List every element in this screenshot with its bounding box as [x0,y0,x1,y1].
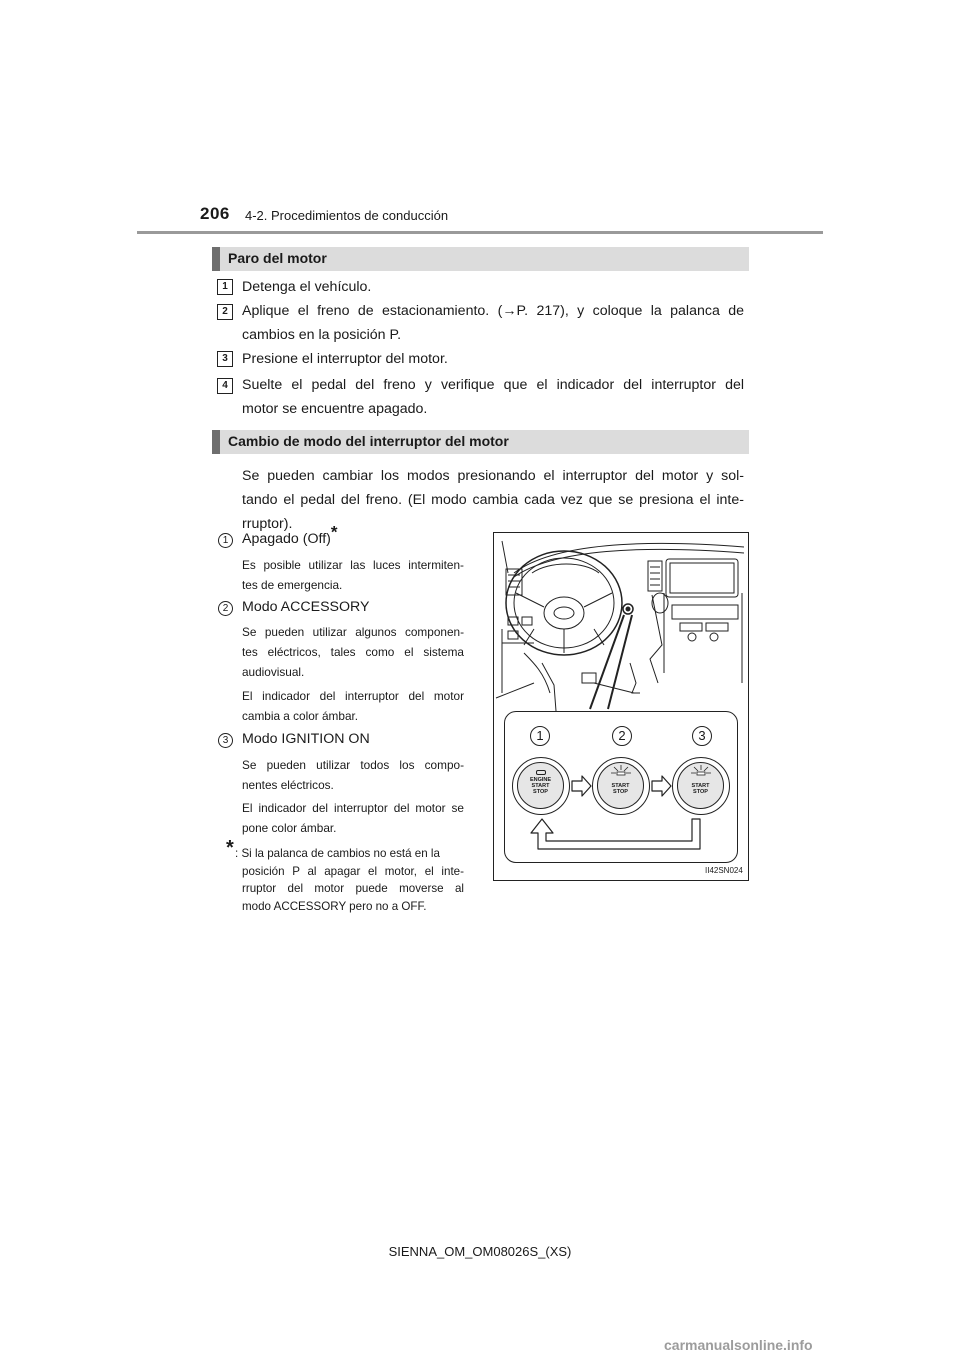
step-number: 3 [217,351,233,367]
page-number: 206 [200,204,230,223]
button-label-line: START [531,783,550,789]
dashboard-figure [493,532,749,881]
arrow-right-icon [652,776,671,796]
callout-number: 3 [692,726,712,746]
mode-number: 1 [218,533,233,548]
step-text [242,373,744,397]
footnote-first-line [226,837,464,863]
arrow-right-icon [572,776,591,796]
mode-number: 3 [218,733,233,748]
callout-number: 1 [530,726,550,746]
mode-title: Modo ACCESSORY [242,599,370,615]
button-label-line: STOP [533,789,548,795]
mode-cycle-arrows [494,533,748,880]
mode-desc [242,622,464,682]
step-line: cambios en la posición P. [242,327,402,343]
mode-desc [242,755,464,795]
para-line: Se pueden cambiar los modos presionando el interruptor del motor y sol- [242,468,744,484]
step-number: 1 [217,279,233,295]
step-line: Presione el interruptor del motor. [242,351,448,367]
watermark: carmanualsonline.info [664,1337,813,1353]
step-text [242,299,744,323]
mode-number: 2 [218,601,233,616]
button-label-line: START [691,783,710,789]
step-line: Suelte el pedal del freno y verifique que el indicador del interruptor del [242,377,744,393]
step-line: Aplique el freno de estacionamiento. (→P. 217), y coloque la palanca de [242,303,744,319]
desc-line: nentes eléctricos. [242,778,334,792]
desc-line: audiovisual. [242,665,305,679]
arrow-return-icon [531,819,700,849]
footnote-line: rruptor del motor puede moverse al [242,882,464,895]
button-label-line: STOP [693,789,708,795]
para-line: rruptor). [242,516,293,532]
footnote [226,837,464,915]
step-line: motor se encuentre apagado. [242,401,428,417]
button-label-line: START [611,783,630,789]
desc-line: El indicador del interruptor del motor se [242,801,464,815]
callout-number: 2 [612,726,632,746]
button-label-line: ENGINE [529,777,552,783]
desc-line: tes eléctricos, tales como el sistema [242,645,464,659]
footer-doc-id: SIENNA_OM_OM08026S_(XS) [388,1244,572,1259]
mode-title-text: Apagado (Off) [242,531,331,547]
figure-code: II42SN024 [705,866,743,875]
section-heading-cambio [212,430,749,454]
step-number: 4 [217,378,233,394]
footnote-asterisk: * [226,837,234,859]
step-number: 2 [217,304,233,320]
desc-line: Es posible utilizar las luces intermiten- [242,558,464,572]
header-rule [137,231,823,234]
footnote-line: modo ACCESSORY pero no a OFF. [242,899,427,913]
section-title: 4-2. Procedimientos de conducción [245,208,449,223]
mode-desc [242,555,464,595]
button-label-line: STOP [613,789,628,795]
asterisk-mark: * [330,522,338,542]
desc-line: Se pueden utilizar todos los compo- [242,758,464,772]
footnote-line: : Si la palanca de cambios no está en la [235,847,440,860]
desc-line: pone color ámbar. [242,821,337,835]
desc-line: El indicador del interruptor del motor [242,689,464,703]
desc-line: cambia a color ámbar. [242,709,359,723]
section-heading-paro [212,247,749,271]
desc-line: Se pueden utilizar algunos componen- [242,625,464,639]
mode-desc-2 [242,798,464,838]
mode-title: Modo IGNITION ON [242,731,370,747]
desc-line: tes de emergencia. [242,578,343,592]
mode-desc-2 [242,686,464,726]
section-heading-text: Cambio de modo del interruptor del motor [228,433,509,449]
step-line: Detenga el vehículo. [242,279,372,295]
para-line: tando el pedal del freno. (El modo cambia cada vez que se presiona el inte- [242,492,744,508]
section-heading-text: Paro del motor [228,250,327,266]
body-paragraph [242,464,744,536]
footnote-line: posición P al apagar el motor, el inte- [242,864,464,878]
